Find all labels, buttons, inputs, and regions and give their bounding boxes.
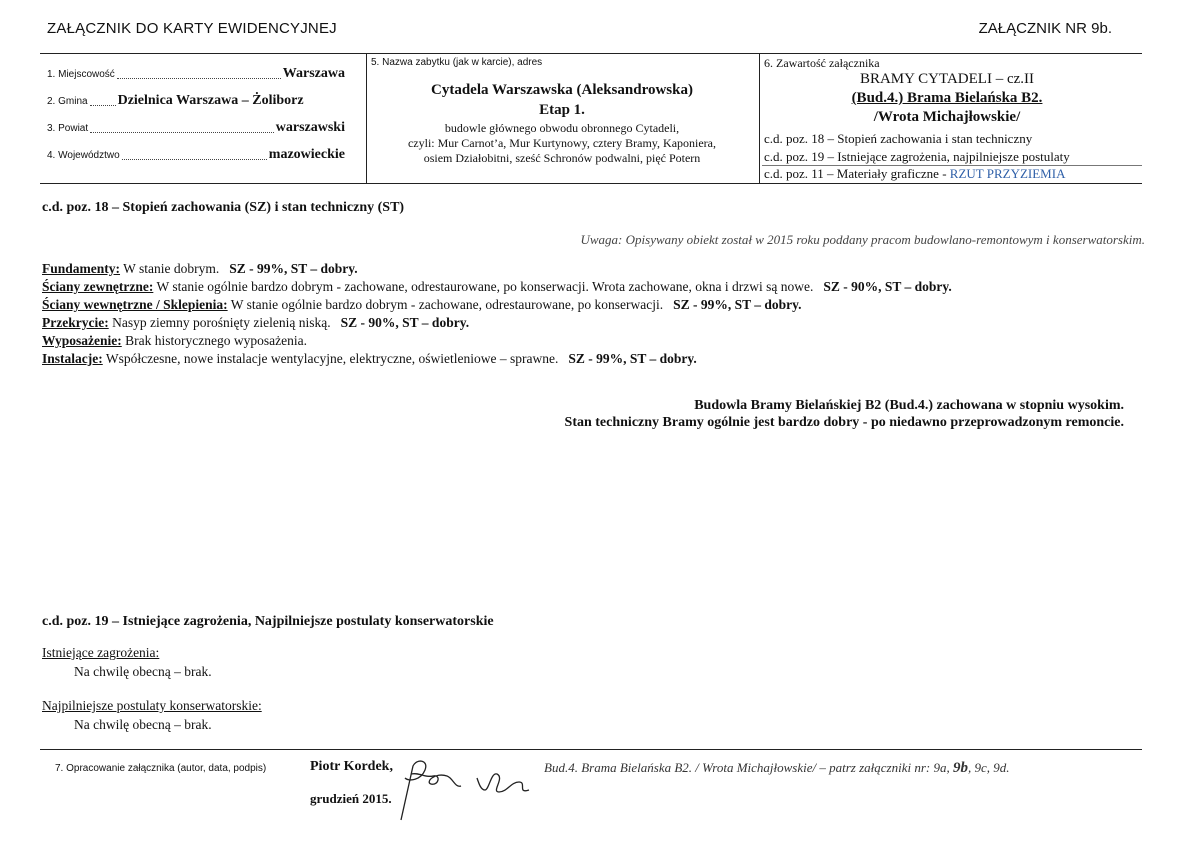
dotted-leader: [122, 159, 267, 160]
condition-rating: SZ - 99%, ST – dobry.: [673, 297, 802, 312]
monument-stage: Etap 1.: [539, 102, 585, 118]
condition-text: Współczesne, nowe instalacje wentylacyjne, elektryczne, oświetleniowe – sprawne.: [102, 351, 559, 366]
contents-item-11-highlight: RZUT PRZYZIEMIA: [949, 166, 1066, 181]
monument-desc-1: budowle głównego obwodu obronnego Cytadeli,: [444, 121, 680, 135]
condition-text: Brak historycznego wyposażenia.: [121, 333, 307, 348]
monument-desc-2: czyli: Mur Carnot’a, Mur Kurtynowy, cztery Bramy, Kaponiera,: [407, 136, 716, 150]
condition-text: Nasyp ziemny porośnięty zielenią niską.: [108, 315, 331, 330]
footer-ref-current: 9b: [953, 760, 968, 776]
contents-title-1: BRAMY CYTADELI – cz.II: [859, 71, 1035, 87]
condition-row: [42, 261, 358, 277]
field-gmina: [47, 93, 345, 109]
contents-label: 6. Zawartość załącznika: [764, 56, 880, 70]
field-value: Warszawa: [282, 66, 345, 81]
contents-title-3: /Wrota Michajłowskie/: [873, 109, 1021, 125]
footer-reference: [544, 760, 1010, 777]
condition-label: Fundamenty:: [42, 261, 121, 276]
condition-text: W stanie dobrym.: [120, 261, 220, 276]
field-value: Dzielnica Warszawa – Żoliborz: [117, 93, 304, 108]
field-label: 1. Miejscowość: [47, 69, 115, 80]
footer-label: 7. Opracowanie załącznika (autor, data, podpis): [55, 763, 267, 774]
field-value: mazowieckie: [268, 147, 345, 162]
section-18-note: Uwaga: Opisywany obiekt został w 2015 roku poddany pracom budowlano-remontowym i konserwatorskim.: [580, 232, 1145, 247]
field-wojewodztwo: [47, 147, 345, 163]
footer-divider: [40, 749, 1142, 750]
condition-row: [42, 279, 952, 295]
threats-value: Na chwilę obecną – brak.: [74, 664, 212, 679]
contents-item-11: [764, 166, 1065, 182]
monument-desc-3: osiem Działobitni, sześć Schronów podwalni, pięć Potern: [423, 151, 701, 165]
threats-label: Istniejące zagrożenia:: [42, 645, 160, 660]
condition-rating: SZ - 99%, ST – dobry.: [568, 351, 697, 366]
contents-highlight-line: [762, 165, 1142, 166]
condition-row: [42, 315, 469, 331]
condition-rating: SZ - 90%, ST – dobry.: [823, 279, 952, 294]
footer-date: grudzień 2015.: [310, 791, 392, 806]
attachment-title: ZAŁĄCZNIK DO KARTY EWIDENCYJNEJ: [47, 20, 337, 37]
condition-text: W stanie ogólnie bardzo dobrym - zachowane, odrestaurowane, po konserwacji. Wrota zachowane, okna i drzwi są nowe.: [153, 279, 814, 294]
field-powiat: [47, 120, 345, 136]
condition-rating: SZ - 99%, ST – dobry.: [229, 261, 358, 276]
attachment-contents-box: [762, 54, 1142, 182]
summary-line-1: Budowla Bramy Bielańskiej B2 (Bud.4.) zachowana w stopniu wysokim.: [694, 398, 1124, 413]
condition-label: Wyposażenie:: [42, 333, 122, 348]
field-label: 4. Województwo: [47, 150, 120, 161]
dotted-leader: [117, 78, 281, 79]
condition-text: W stanie ogólnie bardzo dobrym - zachowane, odrestaurowane, po konserwacji.: [227, 297, 664, 312]
monument-box: [367, 56, 757, 182]
condition-row: [42, 351, 697, 367]
monument-name: Cytadela Warszawska (Aleksandrowska): [431, 82, 693, 98]
condition-row: [42, 297, 802, 313]
contents-item-19: c.d. poz. 19 – Istniejące zagrożenia, najpilniejsze postulaty: [764, 149, 1070, 164]
footer-author: Piotr Kordek,: [310, 759, 393, 774]
contents-item-11-text: c.d. poz. 11 – Materiały graficzne -: [764, 166, 950, 181]
condition-row: [42, 333, 307, 349]
contents-title-2: (Bud.4.) Brama Bielańska B2.: [851, 90, 1043, 106]
attachment-number: ZAŁĄCZNIK NR 9b.: [978, 20, 1112, 37]
dotted-leader: [90, 105, 116, 106]
footer-ref-suffix: , 9c, 9d.: [968, 760, 1010, 775]
contents-item-18: c.d. poz. 18 – Stopień zachowania i stan techniczny: [764, 131, 1033, 146]
footer-ref-text: Bud.4. Brama Bielańska B2. / Wrota Michajłowskie/ – patrz załączniki nr: 9a,: [544, 760, 953, 775]
monument-label: 5. Nazwa zabytku (jak w karcie), adres: [371, 57, 543, 68]
section-18-heading: c.d. poz. 18 – Stopień zachowania (SZ) i stan techniczny (ST): [42, 200, 405, 215]
condition-label: Ściany zewnętrzne:: [42, 279, 154, 294]
field-label: 2. Gmina: [47, 96, 88, 107]
field-value: warszawski: [275, 120, 345, 135]
dotted-leader: [90, 132, 274, 133]
summary-line-2: Stan techniczny Bramy ogólnie jest bardzo dobry - po niedawno przeprowadzonym remoncie.: [564, 415, 1124, 430]
condition-label: Przekrycie:: [42, 315, 109, 330]
condition-label: Ściany wewnętrzne / Sklepienia:: [42, 297, 228, 312]
condition-label: Instalacje:: [42, 351, 103, 366]
field-label: 3. Powiat: [47, 123, 89, 134]
section-19-heading: c.d. poz. 19 – Istniejące zagrożenia, Najpilniejsze postulaty konserwatorskie: [42, 614, 494, 629]
top-table-border-bottom: [40, 183, 1142, 184]
postulates-label: Najpilniejsze postulaty konserwatorskie:: [42, 698, 262, 713]
table-divider-2: [759, 53, 760, 183]
signature-graphic: [395, 752, 545, 824]
field-miejscowosc: [47, 66, 345, 82]
postulates-value: Na chwilę obecną – brak.: [74, 717, 212, 732]
condition-rating: SZ - 90%, ST – dobry.: [340, 315, 470, 330]
